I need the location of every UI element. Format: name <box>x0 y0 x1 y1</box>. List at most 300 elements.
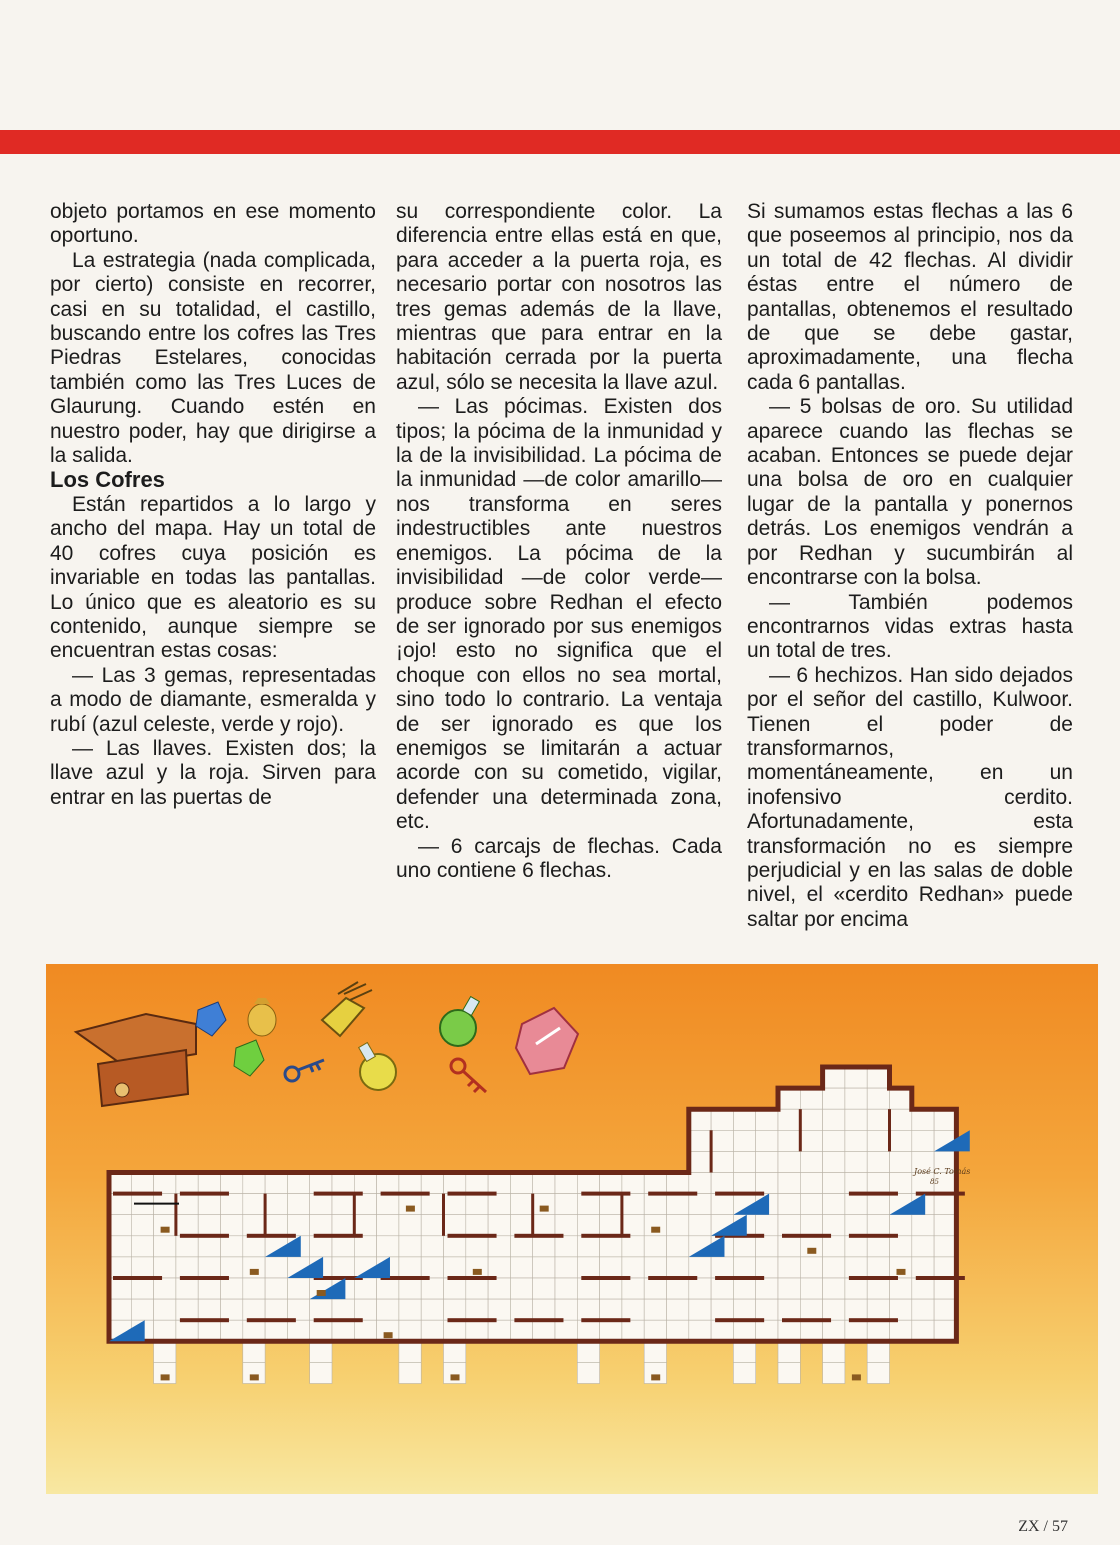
map-cell <box>466 1215 488 1236</box>
map-cell <box>733 1130 755 1151</box>
map-cell <box>733 1173 755 1194</box>
floor-ledge <box>448 1234 497 1238</box>
map-cell <box>265 1173 287 1194</box>
map-cell <box>265 1320 287 1341</box>
map-cell <box>867 1151 889 1172</box>
map-cell <box>823 1320 845 1341</box>
map-cell <box>934 1215 956 1236</box>
map-cell <box>221 1299 243 1320</box>
map-cell <box>555 1278 577 1299</box>
map-cell <box>800 1173 822 1194</box>
map-cell <box>221 1215 243 1236</box>
ruby-gem-icon <box>516 1008 578 1074</box>
map-cell <box>555 1215 577 1236</box>
castle-floor-plan <box>109 1067 970 1384</box>
map-cell <box>399 1278 421 1299</box>
map-cell <box>287 1320 309 1341</box>
inner-wall <box>799 1109 802 1151</box>
floor-ledge <box>180 1276 229 1280</box>
map-cell <box>488 1299 510 1320</box>
map-cell <box>845 1173 867 1194</box>
map-cell <box>198 1236 220 1257</box>
map-cell <box>354 1278 376 1299</box>
map-cell <box>243 1278 265 1299</box>
chest-marker <box>250 1374 259 1380</box>
red-key-icon <box>451 1059 486 1092</box>
map-cell <box>332 1173 354 1194</box>
chest-marker <box>384 1332 393 1338</box>
map-cell <box>890 1236 912 1257</box>
map-cell <box>667 1194 689 1215</box>
map-cell <box>867 1299 889 1320</box>
map-cell <box>667 1173 689 1194</box>
map-cell <box>845 1299 867 1320</box>
chest-marker <box>451 1374 460 1380</box>
chest-marker <box>651 1374 660 1380</box>
map-cell <box>221 1173 243 1194</box>
map-cell <box>221 1278 243 1299</box>
text-column-2 <box>396 200 722 883</box>
map-cell <box>466 1278 488 1299</box>
map-cell <box>689 1278 711 1299</box>
map-cell <box>310 1341 332 1362</box>
map-cell <box>667 1299 689 1320</box>
map-cell <box>600 1236 622 1257</box>
map-cell <box>934 1257 956 1278</box>
paragraph: su correspondiente color. La diferencia entre ellas está en que, para acceder a la puerta roja, es necesario portar con nosotros las tres gemas además de la llave, mientras que para entrar en la habitación cerrada por la puerta azul, sólo se necesita la llave azul. <box>396 200 722 394</box>
map-cell <box>176 1320 198 1341</box>
map-cell <box>243 1320 265 1341</box>
map-cell <box>845 1257 867 1278</box>
map-cell <box>845 1130 867 1151</box>
paragraph: — 5 bolsas de oro. Su utilidad aparece cuando las flechas se acaban. Entonces se puede dejar una bolsa de oro en cualquier lugar de la pantalla y ponernos detrás. Los enemigos vendrán a por Redhan y sucumbirán al encontrarse con la bolsa. <box>747 395 1073 590</box>
map-cell <box>689 1320 711 1341</box>
map-cell <box>421 1299 443 1320</box>
map-cell <box>466 1299 488 1320</box>
map-cell <box>912 1278 934 1299</box>
map-cell <box>800 1299 822 1320</box>
chest-marker <box>406 1206 415 1212</box>
map-cell <box>778 1341 800 1362</box>
map-cell <box>778 1194 800 1215</box>
map-cell <box>800 1278 822 1299</box>
floor-ledge <box>648 1276 697 1280</box>
map-cell <box>867 1215 889 1236</box>
map-cell <box>265 1278 287 1299</box>
text-column-1 <box>50 200 376 810</box>
map-cell <box>533 1215 555 1236</box>
map-cell <box>510 1236 532 1257</box>
map-cell <box>800 1320 822 1341</box>
map-cell <box>421 1215 443 1236</box>
map-cell <box>733 1151 755 1172</box>
floor-ledge <box>314 1318 363 1322</box>
map-cell <box>421 1278 443 1299</box>
map-cell <box>667 1320 689 1341</box>
map-cell <box>377 1215 399 1236</box>
map-cell <box>890 1215 912 1236</box>
map-cell <box>756 1215 778 1236</box>
paragraph: — 6 carcajs de flechas. Cada uno contiene 6 flechas. <box>396 834 722 882</box>
map-cell <box>131 1278 153 1299</box>
map-cell <box>823 1109 845 1130</box>
map-cell <box>109 1299 131 1320</box>
map-cell <box>667 1215 689 1236</box>
paragraph: — 6 hechizos. Han sido dejados por el señor del castillo, Kulwoor. Tienen el poder de transformarnos, momentáneamente, en un inofensivo cerdito. Afortunadamente, esta transformación no es siempre perjudicial y en las salas de doble nivel, el «cerdito Redhan» puede saltar por encima <box>747 663 1073 931</box>
floor-ledge <box>849 1234 898 1238</box>
floor-ledge <box>849 1276 898 1280</box>
map-cell <box>377 1299 399 1320</box>
map-cell <box>421 1236 443 1257</box>
floor-ledge <box>448 1192 497 1196</box>
map-cell <box>488 1278 510 1299</box>
map-cell <box>198 1257 220 1278</box>
map-cell <box>823 1362 845 1383</box>
map-cell <box>265 1194 287 1215</box>
map-cell <box>109 1173 131 1194</box>
map-cell <box>332 1236 354 1257</box>
paragraph: Están repartidos a lo largo y ancho del mapa. Hay un total de 40 cofres cuya posición es invariable en todas las pantallas. Lo único que es aleatorio es su contenido, aunque siempre se encuentran estas cosas: <box>50 492 376 663</box>
treasure-chest-icon <box>76 1014 196 1106</box>
floor-ledge <box>113 1276 162 1280</box>
map-cell <box>823 1257 845 1278</box>
map-cell <box>689 1299 711 1320</box>
map-cell <box>555 1257 577 1278</box>
map-cell <box>577 1362 599 1383</box>
map-cell <box>778 1236 800 1257</box>
map-cell <box>176 1257 198 1278</box>
map-cell <box>756 1257 778 1278</box>
map-cell <box>711 1151 733 1172</box>
map-cell <box>488 1236 510 1257</box>
inner-wall <box>888 1109 891 1151</box>
map-cell <box>622 1215 644 1236</box>
map-cell <box>310 1320 332 1341</box>
map-cell <box>644 1173 666 1194</box>
map-cell <box>867 1109 889 1130</box>
map-cell <box>221 1194 243 1215</box>
yellow-potion-icon <box>359 1043 396 1090</box>
map-cell <box>154 1173 176 1194</box>
map-cell <box>577 1173 599 1194</box>
inner-wall <box>620 1194 623 1236</box>
map-cell <box>689 1257 711 1278</box>
map-cell <box>800 1130 822 1151</box>
map-cell <box>912 1109 934 1130</box>
map-cell <box>711 1299 733 1320</box>
map-cell <box>867 1320 889 1341</box>
map-cell <box>622 1173 644 1194</box>
map-cell <box>577 1320 599 1341</box>
map-cell <box>444 1278 466 1299</box>
map-cell <box>510 1215 532 1236</box>
diamond-gem-icon <box>196 1002 226 1036</box>
map-cell <box>778 1109 800 1130</box>
paragraph: — Las llaves. Existen dos; la llave azul y la roja. Sirven para entrar en las puertas de <box>50 736 376 809</box>
map-cell <box>243 1173 265 1194</box>
map-cell <box>332 1215 354 1236</box>
map-cell <box>711 1109 733 1130</box>
map-cell <box>845 1088 867 1109</box>
map-cell <box>845 1320 867 1341</box>
map-cell <box>131 1173 153 1194</box>
floor-ledge <box>247 1234 296 1238</box>
signature-year: 85 <box>930 1178 939 1186</box>
map-cell <box>823 1299 845 1320</box>
map-cell <box>399 1215 421 1236</box>
map-cell <box>332 1257 354 1278</box>
inner-wall <box>442 1194 445 1236</box>
inner-wall <box>264 1194 267 1236</box>
floor-ledge <box>782 1318 831 1322</box>
map-cell <box>488 1194 510 1215</box>
map-cell <box>555 1173 577 1194</box>
map-cell <box>867 1362 889 1383</box>
map-cell <box>198 1320 220 1341</box>
map-cell <box>867 1173 889 1194</box>
map-cell <box>577 1299 599 1320</box>
map-cell <box>198 1278 220 1299</box>
map-cell <box>667 1257 689 1278</box>
map-cell <box>912 1257 934 1278</box>
map-cell <box>399 1341 421 1362</box>
map-cell <box>823 1215 845 1236</box>
floor-ledge <box>180 1234 229 1238</box>
map-cell <box>332 1194 354 1215</box>
map-cell <box>243 1215 265 1236</box>
chest-marker <box>651 1227 660 1233</box>
map-cell <box>845 1194 867 1215</box>
text-column-3 <box>747 200 1073 932</box>
inner-wall <box>531 1194 534 1236</box>
map-cell <box>287 1299 309 1320</box>
map-cell <box>800 1194 822 1215</box>
map-cell <box>444 1299 466 1320</box>
floor-ledge <box>448 1318 497 1322</box>
map-cell <box>577 1194 599 1215</box>
map-cell <box>912 1320 934 1341</box>
map-cell <box>890 1109 912 1130</box>
section-heading: Los Cofres <box>50 467 165 493</box>
map-cell <box>823 1278 845 1299</box>
map-cell <box>221 1236 243 1257</box>
map-cell <box>198 1194 220 1215</box>
chest-marker <box>161 1227 170 1233</box>
header-red-stripe <box>0 130 1120 154</box>
map-cell <box>756 1236 778 1257</box>
chest-marker <box>540 1206 549 1212</box>
map-cell <box>733 1278 755 1299</box>
map-cell <box>131 1215 153 1236</box>
map-cell <box>756 1173 778 1194</box>
arrow-quiver-icon <box>322 982 372 1036</box>
map-cell <box>667 1236 689 1257</box>
map-cell <box>890 1088 912 1109</box>
map-cell <box>778 1278 800 1299</box>
castle-map-svg <box>46 964 1098 1494</box>
map-cell <box>221 1320 243 1341</box>
floor-ledge <box>916 1276 965 1280</box>
map-cell <box>444 1320 466 1341</box>
paragraph: — Las pócimas. Existen dos tipos; la pócima de la inmunidad y la de la invisibilidad. La pócima de la inmunidad —de color amarillo— nos transforma en seres indestructibles ante nuestros enemigos. La pócima de la invisibilidad —de color verde— produce sobre Redhan el efecto de ser ignorado por sus enemigos ¡ojo! esto no significa que el choque con ellos no sea mortal, sino todo lo contrario. La ventaja de ser ignorado es que los enemigos se limitarán a actuar acorde con su cometido, vigilar, defender una determinada zona, etc. <box>396 395 722 834</box>
map-cell <box>867 1088 889 1109</box>
map-cell <box>733 1236 755 1257</box>
map-cell <box>265 1299 287 1320</box>
map-cell <box>399 1362 421 1383</box>
map-cell <box>265 1215 287 1236</box>
map-cell <box>711 1320 733 1341</box>
map-cell <box>711 1130 733 1151</box>
map-cell <box>332 1299 354 1320</box>
map-cell <box>488 1215 510 1236</box>
floor-ledge <box>381 1192 430 1196</box>
map-cell <box>510 1257 532 1278</box>
map-cell <box>778 1130 800 1151</box>
map-cell <box>510 1320 532 1341</box>
map-cell <box>310 1236 332 1257</box>
map-cell <box>934 1236 956 1257</box>
floor-ledge <box>782 1234 831 1238</box>
map-cell <box>577 1341 599 1362</box>
map-cell <box>912 1299 934 1320</box>
map-cell <box>421 1194 443 1215</box>
floor-ledge <box>514 1234 563 1238</box>
map-cell <box>154 1257 176 1278</box>
map-cell <box>533 1299 555 1320</box>
map-cell <box>778 1215 800 1236</box>
map-cell <box>488 1257 510 1278</box>
map-cell <box>533 1278 555 1299</box>
map-cell <box>867 1341 889 1362</box>
map-cell <box>600 1278 622 1299</box>
floor-ledge <box>581 1276 630 1280</box>
map-cell <box>399 1173 421 1194</box>
map-cell <box>845 1236 867 1257</box>
map-cell <box>176 1194 198 1215</box>
floor-ledge <box>247 1318 296 1322</box>
chest-marker <box>807 1248 816 1254</box>
chest-marker <box>897 1269 906 1275</box>
map-cell <box>823 1341 845 1362</box>
chest-marker <box>250 1269 259 1275</box>
map-cell <box>444 1236 466 1257</box>
map-cell <box>154 1278 176 1299</box>
map-cell <box>444 1257 466 1278</box>
map-cell <box>555 1194 577 1215</box>
map-cell <box>756 1151 778 1172</box>
map-cell <box>800 1088 822 1109</box>
map-cell <box>845 1109 867 1130</box>
map-cell <box>890 1320 912 1341</box>
map-cell <box>934 1299 956 1320</box>
map-cell <box>310 1173 332 1194</box>
map-cell <box>243 1341 265 1362</box>
map-cell <box>577 1236 599 1257</box>
map-cell <box>377 1194 399 1215</box>
map-cell <box>510 1299 532 1320</box>
paragraph: objeto portamos en ese momento oportuno. <box>50 200 376 248</box>
map-cell <box>555 1320 577 1341</box>
map-cell <box>689 1151 711 1172</box>
map-cell <box>867 1236 889 1257</box>
map-cell <box>934 1194 956 1215</box>
signature-name: José C. Tomás <box>914 1167 971 1176</box>
map-cell <box>310 1299 332 1320</box>
map-cell <box>689 1109 711 1130</box>
map-cell <box>154 1299 176 1320</box>
map-cell <box>444 1173 466 1194</box>
map-cell <box>176 1215 198 1236</box>
floor-ledge <box>849 1318 898 1322</box>
paragraph: La estrategia (nada complicada, por cierto) consiste en recorrer, casi en su totalidad, el castillo, buscando entre los cofres las Tres Piedras Estelares, conocidas también como las Tres Luces de Glaurung. Cuando estén en nuestro poder, hay que dirigirse a la salida. <box>50 248 376 468</box>
map-cell <box>778 1320 800 1341</box>
floor-ledge <box>113 1192 162 1196</box>
map-cell <box>800 1151 822 1172</box>
floor-ledge <box>715 1192 764 1196</box>
map-cell <box>823 1173 845 1194</box>
map-cell <box>890 1130 912 1151</box>
map-cell <box>176 1299 198 1320</box>
map-cell <box>622 1278 644 1299</box>
map-cell <box>890 1151 912 1172</box>
map-cell <box>421 1320 443 1341</box>
map-cell <box>823 1067 845 1088</box>
floor-ledge <box>849 1192 898 1196</box>
chest-marker <box>852 1374 861 1380</box>
map-cell <box>109 1194 131 1215</box>
map-cell <box>823 1088 845 1109</box>
map-cell <box>778 1173 800 1194</box>
map-cell <box>756 1109 778 1130</box>
map-cell <box>622 1194 644 1215</box>
paragraph: Si sumamos estas flechas a las 6 que poseemos al principio, nos da un total de 42 flechas. Al dividir éstas entre el número de pantallas, obtenemos el resultado de que se debe gastar, aproximadamente, una flecha cada 6 pantallas. <box>747 200 1073 394</box>
map-cell <box>310 1215 332 1236</box>
map-cell <box>823 1130 845 1151</box>
map-cell <box>444 1341 466 1362</box>
map-cell <box>109 1278 131 1299</box>
map-cell <box>845 1067 867 1088</box>
map-cell <box>867 1194 889 1215</box>
map-cell <box>198 1299 220 1320</box>
map-cell <box>354 1194 376 1215</box>
green-potion-icon <box>440 997 479 1046</box>
page-number: ZX / 57 <box>1018 1518 1068 1535</box>
map-cell <box>756 1130 778 1151</box>
map-cell <box>243 1299 265 1320</box>
emerald-gem-icon <box>234 1040 264 1076</box>
map-cell <box>533 1236 555 1257</box>
map-cell <box>912 1236 934 1257</box>
chest-marker <box>317 1290 326 1296</box>
map-cell <box>265 1257 287 1278</box>
map-cell <box>867 1278 889 1299</box>
map-cell <box>198 1215 220 1236</box>
map-cell <box>689 1194 711 1215</box>
map-cell <box>287 1278 309 1299</box>
map-cell <box>399 1299 421 1320</box>
inner-wall <box>174 1194 177 1236</box>
map-cell <box>600 1299 622 1320</box>
map-cell <box>622 1236 644 1257</box>
map-cell <box>800 1109 822 1130</box>
map-cell <box>377 1173 399 1194</box>
map-cell <box>377 1278 399 1299</box>
map-cell <box>622 1299 644 1320</box>
map-cell <box>912 1130 934 1151</box>
map-cell <box>176 1278 198 1299</box>
map-cell <box>533 1320 555 1341</box>
map-cell <box>466 1320 488 1341</box>
